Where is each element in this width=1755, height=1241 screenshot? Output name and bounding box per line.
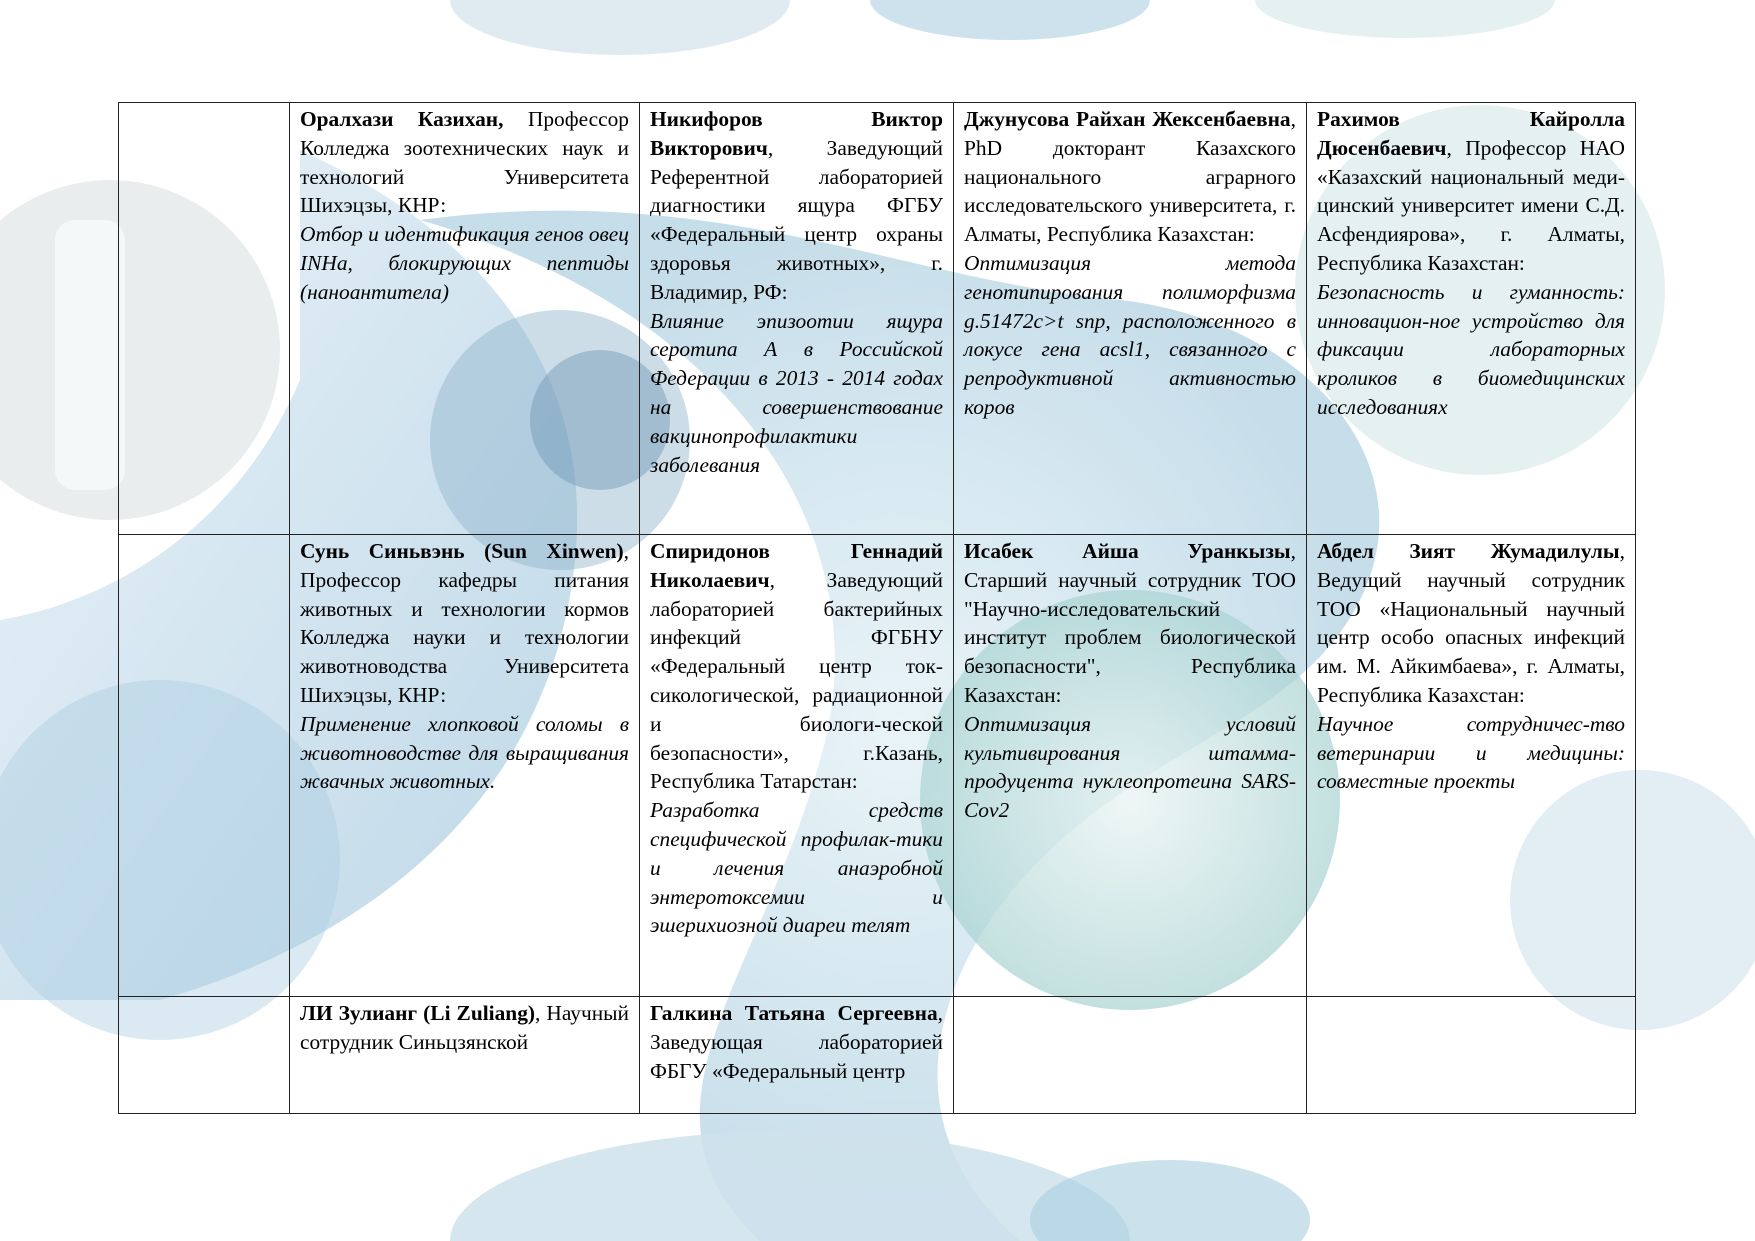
participant-name: Джунусова Райхан Жексенбаевна [964, 107, 1291, 131]
participant-cell [640, 103, 954, 535]
participant-cell [1307, 103, 1636, 535]
row-label-cell [119, 535, 290, 997]
table-row [119, 103, 1636, 535]
participant-name: Спиридонов Геннадий Николаевич [650, 539, 943, 592]
participant-position: , Заведующая лабораторией ФБГУ «Федеральный центр [650, 1001, 943, 1083]
participant-position: , Профессор кафедры питания животных и технологии кормов Колледжа науки и технологии животноводства Университета Шихэцзы, КНР: [300, 539, 629, 707]
participant-cell [290, 535, 640, 997]
report-topic: Безопасность и гуманность: инновацион-ное устройство для фиксации лабораторных кроликов в биомедицинских исследованиях [1317, 279, 1625, 419]
participant-name: Исабек Айша Уранкызы [964, 539, 1291, 563]
report-topic: Влияние эпизоотии ящура серотипа А в Российской Федерации в 2013 - 2014 годах на совершенствование вакцинопрофилактики заболевания [650, 308, 943, 477]
participant-name: ЛИ Зулианг (Li Zuliang) [300, 1001, 536, 1025]
participant-name: Абдел Зият Жумадилулы [1317, 539, 1620, 563]
participant-name: Рахимов Кайролла Дюсенбаевич [1317, 107, 1625, 160]
participant-name: Никифоров Виктор Викторович [650, 107, 943, 160]
empty-cell [954, 997, 1307, 1114]
participant-position: Профессор Колледжа зоотехнических наук и технологий Университета Шихэцзы, КНР: [300, 107, 629, 218]
participant-cell [640, 535, 954, 997]
participant-cell [954, 103, 1307, 535]
participant-position: , Заведующий Референтной лабораторией диагностики ящура ФГБУ «Федеральный центр охраны здоровья животных», г. Владимир, РФ: [650, 135, 943, 304]
participant-position: , Научный сотрудник Синьцзянской [300, 1001, 629, 1054]
participant-name: Галкина Татьяна Сергеевна [650, 1001, 938, 1025]
report-topic: Научное сотрудничес-тво ветеринарии и медицины: совместные проекты [1317, 711, 1625, 794]
table-row [119, 535, 1636, 997]
participant-cell [290, 997, 640, 1114]
empty-cell [1307, 997, 1636, 1114]
report-topic: Оптимизация условий культивирования штамма-продуцента нуклеопротеина SARS-Cov2 [964, 711, 1296, 823]
participant-cell [954, 535, 1307, 997]
row-label-cell [119, 997, 290, 1114]
participant-position: , Профессор НАО «Казахский национальный меди-цинский университет имени С.Д. Асфендиярова», г. Алматы, Республика Казахстан: [1317, 135, 1625, 275]
row-label-cell [119, 103, 290, 535]
participant-position: , Ведущий научный сотрудник ТОО «Национальный научный центр особо опасных инфекций им. М. Айкимбаева», г. Алматы, Республика Казахстан: [1317, 539, 1625, 707]
participant-cell [290, 103, 640, 535]
report-topic: Разработка средств специфической профилак-тики и лечения анаэробной энтеротоксемии и эшерихиозной диареи телят [650, 798, 943, 938]
participant-position: , PhD докторант Казахского национального аграрного исследовательского университета, г. Алматы, Республика Казахстан: [964, 107, 1296, 247]
participant-name: Оралхази Казихан, [300, 107, 504, 131]
table-row [119, 997, 1636, 1114]
participant-cell [1307, 535, 1636, 997]
participants-table [118, 102, 1636, 1114]
report-topic: Отбор и идентификация генов овец INHa, блокирующих пептиды (наноантитела) [300, 222, 629, 304]
participant-name: Сунь Синьвэнь (Sun Xinwen) [300, 539, 624, 563]
participant-cell [640, 997, 954, 1114]
participant-position: , Заведующий лабораторией бактерийных инфекций ФГБНУ «Федеральный центр ток-сикологической, радиационной и биологи-ческой безопасности», г.Казань, Республика Татарстан: [650, 567, 943, 794]
report-topic: Применение хлопковой соломы в животноводстве для выращивания жвачных животных. [300, 711, 629, 794]
participant-position: , Старший научный сотрудник ТОО "Научно-исследовательский институт проблем биологической безопасности", Республика Казахстан: [964, 539, 1296, 707]
report-topic: Оптимизация метода генотипирования полиморфизма g.51472c>t snp, расположенного в локусе гена acsl1, связанного с репродуктивной активностью коров [964, 250, 1296, 419]
